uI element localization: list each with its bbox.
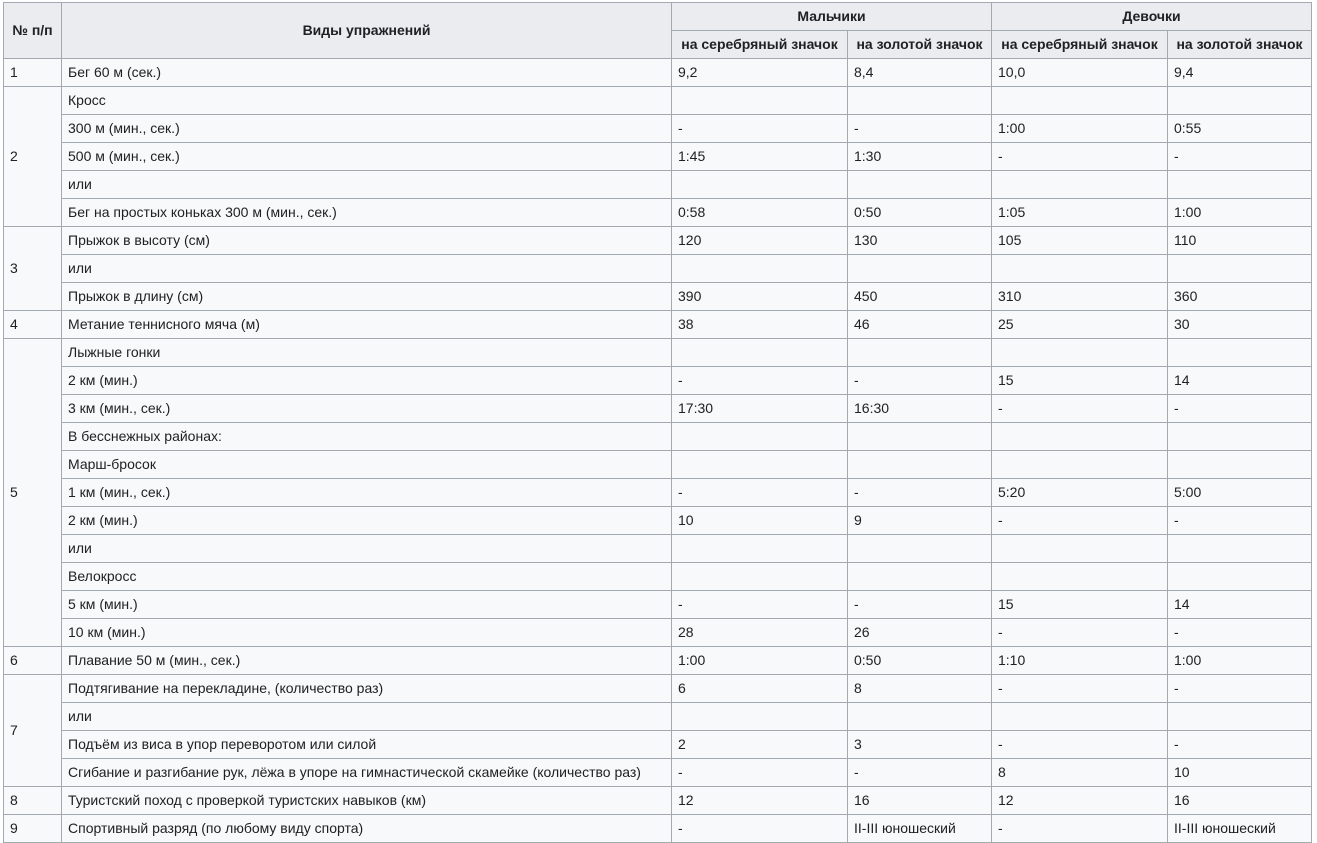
exercise-cell: 500 м (мин., сек.)	[62, 143, 672, 171]
table-row	[4, 171, 1312, 199]
boys-silver-cell	[672, 87, 848, 115]
girls-silver-cell: 10,0	[992, 59, 1168, 87]
girls-silver-cell: 105	[992, 227, 1168, 255]
header-exercise: Виды упражнений	[62, 3, 672, 59]
exercise-cell: Велокросс	[62, 563, 672, 591]
boys-gold-cell: -	[848, 759, 992, 787]
boys-silver-cell: 390	[672, 283, 848, 311]
girls-gold-cell	[1168, 563, 1312, 591]
table-row	[4, 311, 1312, 339]
girls-silver-cell: 15	[992, 591, 1168, 619]
boys-silver-cell: -	[672, 591, 848, 619]
boys-gold-cell	[848, 255, 992, 283]
exercise-cell: Плавание 50 м (мин., сек.)	[62, 647, 672, 675]
table-row	[4, 59, 1312, 87]
girls-silver-cell: -	[992, 731, 1168, 759]
boys-gold-cell	[848, 339, 992, 367]
girls-gold-cell	[1168, 87, 1312, 115]
girls-gold-cell: 110	[1168, 227, 1312, 255]
norms-table	[3, 2, 1312, 843]
girls-gold-cell: 14	[1168, 591, 1312, 619]
table-row	[4, 563, 1312, 591]
boys-gold-cell: -	[848, 115, 992, 143]
header-boys: Мальчики	[672, 3, 992, 31]
header-boys-silver: на серебряный значок	[672, 31, 848, 59]
exercise-cell: 10 км (мин.)	[62, 619, 672, 647]
boys-silver-cell: 17:30	[672, 395, 848, 423]
boys-silver-cell	[672, 563, 848, 591]
exercise-cell: Подтягивание на перекладине, (количество раз)	[62, 675, 672, 703]
table-row	[4, 591, 1312, 619]
girls-silver-cell: -	[992, 507, 1168, 535]
girls-gold-cell: 10	[1168, 759, 1312, 787]
girls-silver-cell: 1:10	[992, 647, 1168, 675]
table-row	[4, 423, 1312, 451]
boys-gold-cell	[848, 535, 992, 563]
girls-gold-cell	[1168, 171, 1312, 199]
exercise-cell: Спортивный разряд (по любому виду спорта)	[62, 815, 672, 843]
exercise-cell: или	[62, 703, 672, 731]
boys-gold-cell: II-III юношеский	[848, 815, 992, 843]
boys-gold-cell: 1:30	[848, 143, 992, 171]
girls-silver-cell: 8	[992, 759, 1168, 787]
table-row	[4, 703, 1312, 731]
boys-silver-cell: 28	[672, 619, 848, 647]
table-row	[4, 367, 1312, 395]
table-row	[4, 87, 1312, 115]
boys-gold-cell: 9	[848, 507, 992, 535]
girls-silver-cell	[992, 255, 1168, 283]
boys-silver-cell: 1:45	[672, 143, 848, 171]
boys-silver-cell: -	[672, 479, 848, 507]
boys-silver-cell	[672, 255, 848, 283]
table-row	[4, 675, 1312, 703]
exercise-cell: Лыжные гонки	[62, 339, 672, 367]
header-girls-gold: на золотой значок	[1168, 31, 1312, 59]
exercise-cell: 2 км (мин.)	[62, 367, 672, 395]
table-row	[4, 759, 1312, 787]
girls-silver-cell: 1:05	[992, 199, 1168, 227]
girls-gold-cell: -	[1168, 395, 1312, 423]
header-girls: Девочки	[992, 3, 1312, 31]
boys-gold-cell: 3	[848, 731, 992, 759]
girls-gold-cell	[1168, 255, 1312, 283]
exercise-cell: В бесснежных районах:	[62, 423, 672, 451]
row-number-cell: 2	[4, 87, 62, 227]
exercise-cell: 300 м (мин., сек.)	[62, 115, 672, 143]
girls-silver-cell	[992, 87, 1168, 115]
boys-silver-cell: -	[672, 815, 848, 843]
table-row	[4, 143, 1312, 171]
table-row	[4, 339, 1312, 367]
boys-gold-cell	[848, 423, 992, 451]
girls-gold-cell: 30	[1168, 311, 1312, 339]
girls-silver-cell	[992, 563, 1168, 591]
girls-silver-cell	[992, 703, 1168, 731]
boys-gold-cell: 26	[848, 619, 992, 647]
boys-gold-cell: -	[848, 591, 992, 619]
exercise-cell: 1 км (мин., сек.)	[62, 479, 672, 507]
girls-gold-cell: -	[1168, 731, 1312, 759]
girls-gold-cell: 14	[1168, 367, 1312, 395]
girls-silver-cell	[992, 339, 1168, 367]
table-row	[4, 787, 1312, 815]
boys-gold-cell	[848, 451, 992, 479]
table-row	[4, 199, 1312, 227]
boys-silver-cell: -	[672, 367, 848, 395]
exercise-cell: или	[62, 535, 672, 563]
boys-silver-cell: 38	[672, 311, 848, 339]
table-row	[4, 507, 1312, 535]
girls-gold-cell: 9,4	[1168, 59, 1312, 87]
girls-silver-cell: 12	[992, 787, 1168, 815]
girls-silver-cell	[992, 535, 1168, 563]
table-row	[4, 255, 1312, 283]
boys-silver-cell: -	[672, 115, 848, 143]
boys-silver-cell: 0:58	[672, 199, 848, 227]
girls-gold-cell: 1:00	[1168, 647, 1312, 675]
table-row	[4, 115, 1312, 143]
girls-silver-cell: 15	[992, 367, 1168, 395]
table-row	[4, 731, 1312, 759]
girls-silver-cell: -	[992, 395, 1168, 423]
girls-silver-cell	[992, 171, 1168, 199]
header-num: № п/п	[4, 3, 62, 59]
boys-gold-cell: 450	[848, 283, 992, 311]
exercise-cell: Бег на простых коньках 300 м (мин., сек.)	[62, 199, 672, 227]
boys-silver-cell: 10	[672, 507, 848, 535]
exercise-cell: Метание теннисного мяча (м)	[62, 311, 672, 339]
exercise-cell: Сгибание и разгибание рук, лёжа в упоре на гимнастической скамейке (количество раз)	[62, 759, 672, 787]
boys-gold-cell: 0:50	[848, 199, 992, 227]
boys-gold-cell	[848, 563, 992, 591]
exercise-cell: Бег 60 м (сек.)	[62, 59, 672, 87]
table-row	[4, 619, 1312, 647]
exercise-cell: 2 км (мин.)	[62, 507, 672, 535]
boys-silver-cell: 9,2	[672, 59, 848, 87]
boys-gold-cell	[848, 171, 992, 199]
exercise-cell: Прыжок в высоту (см)	[62, 227, 672, 255]
table-row	[4, 227, 1312, 255]
girls-gold-cell: 5:00	[1168, 479, 1312, 507]
girls-gold-cell	[1168, 703, 1312, 731]
row-number-cell: 9	[4, 815, 62, 843]
girls-silver-cell	[992, 423, 1168, 451]
girls-gold-cell: -	[1168, 507, 1312, 535]
girls-silver-cell	[992, 451, 1168, 479]
boys-silver-cell: 6	[672, 675, 848, 703]
boys-silver-cell	[672, 423, 848, 451]
norms-body	[4, 59, 1312, 843]
exercise-cell: Марш-бросок	[62, 451, 672, 479]
boys-gold-cell: 0:50	[848, 647, 992, 675]
header-row-top	[4, 3, 1312, 31]
boys-gold-cell	[848, 87, 992, 115]
boys-gold-cell: -	[848, 367, 992, 395]
row-number-cell: 6	[4, 647, 62, 675]
exercise-cell: 5 км (мин.)	[62, 591, 672, 619]
exercise-cell: Кросс	[62, 87, 672, 115]
boys-gold-cell: 16:30	[848, 395, 992, 423]
row-number-cell: 8	[4, 787, 62, 815]
table-row	[4, 283, 1312, 311]
row-number-cell: 3	[4, 227, 62, 311]
boys-silver-cell: 2	[672, 731, 848, 759]
girls-gold-cell	[1168, 451, 1312, 479]
row-number-cell: 7	[4, 675, 62, 787]
exercise-cell: Подъём из виса в упор переворотом или силой	[62, 731, 672, 759]
girls-silver-cell: 25	[992, 311, 1168, 339]
boys-silver-cell: 12	[672, 787, 848, 815]
girls-gold-cell	[1168, 535, 1312, 563]
girls-silver-cell: -	[992, 675, 1168, 703]
boys-silver-cell: 120	[672, 227, 848, 255]
boys-silver-cell	[672, 451, 848, 479]
boys-gold-cell: 8	[848, 675, 992, 703]
boys-silver-cell	[672, 535, 848, 563]
girls-gold-cell	[1168, 423, 1312, 451]
boys-silver-cell: 1:00	[672, 647, 848, 675]
exercise-cell: или	[62, 171, 672, 199]
boys-silver-cell	[672, 703, 848, 731]
exercise-cell: 3 км (мин., сек.)	[62, 395, 672, 423]
table-row	[4, 451, 1312, 479]
boys-silver-cell	[672, 339, 848, 367]
girls-gold-cell: -	[1168, 619, 1312, 647]
girls-silver-cell: 310	[992, 283, 1168, 311]
girls-gold-cell: II-III юношеский	[1168, 815, 1312, 843]
girls-silver-cell: 1:00	[992, 115, 1168, 143]
girls-gold-cell: 16	[1168, 787, 1312, 815]
row-number-cell: 4	[4, 311, 62, 339]
boys-silver-cell: -	[672, 759, 848, 787]
table-row	[4, 535, 1312, 563]
row-number-cell: 1	[4, 59, 62, 87]
girls-silver-cell: 5:20	[992, 479, 1168, 507]
row-number-cell: 5	[4, 339, 62, 647]
exercise-cell: или	[62, 255, 672, 283]
girls-gold-cell: 360	[1168, 283, 1312, 311]
boys-gold-cell: 46	[848, 311, 992, 339]
girls-gold-cell: -	[1168, 143, 1312, 171]
exercise-cell: Туристский поход с проверкой туристских навыков (км)	[62, 787, 672, 815]
table-row	[4, 479, 1312, 507]
girls-gold-cell: 0:55	[1168, 115, 1312, 143]
boys-silver-cell	[672, 171, 848, 199]
boys-gold-cell: 130	[848, 227, 992, 255]
girls-silver-cell: -	[992, 815, 1168, 843]
girls-silver-cell: -	[992, 619, 1168, 647]
table-row	[4, 647, 1312, 675]
table-row	[4, 395, 1312, 423]
boys-gold-cell: 8,4	[848, 59, 992, 87]
girls-silver-cell: -	[992, 143, 1168, 171]
header-girls-silver: на серебряный значок	[992, 31, 1168, 59]
exercise-cell: Прыжок в длину (см)	[62, 283, 672, 311]
table-row	[4, 815, 1312, 843]
boys-gold-cell	[848, 703, 992, 731]
boys-gold-cell: 16	[848, 787, 992, 815]
girls-gold-cell	[1168, 339, 1312, 367]
boys-gold-cell: -	[848, 479, 992, 507]
header-boys-gold: на золотой значок	[848, 31, 992, 59]
girls-gold-cell: -	[1168, 675, 1312, 703]
girls-gold-cell: 1:00	[1168, 199, 1312, 227]
